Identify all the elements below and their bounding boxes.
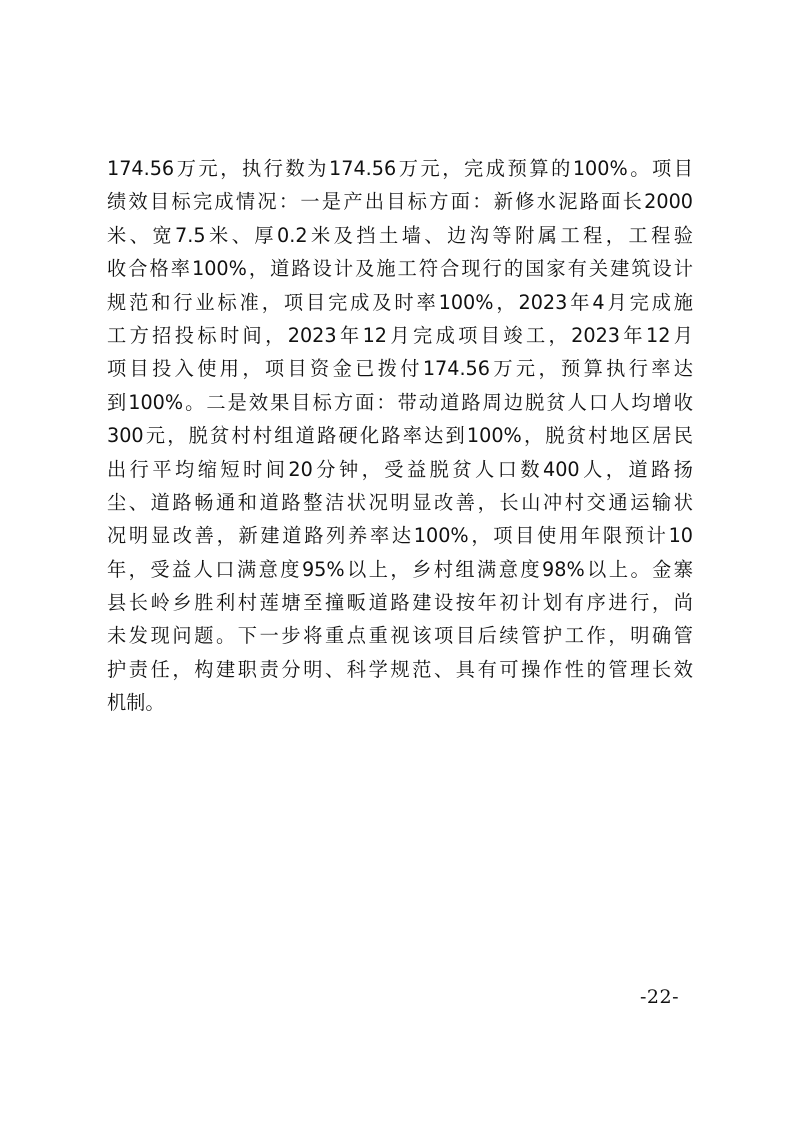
text-line: 绩效目标完成情况：一是产出目标方面：新修水泥路面长2000	[107, 190, 693, 214]
text-line: 收合格率100%，道路设计及施工符合现行的国家有关建筑设计	[107, 257, 693, 281]
text-line: 300元，脱贫村村组道路硬化路率达到100%，脱贫村地区居民	[107, 424, 693, 448]
text-line: 机制。	[107, 691, 165, 715]
text-line: 护责任，构建职责分明、科学规范、具有可操作性的管理长效	[107, 657, 693, 681]
text-line: 年，受益人口满意度95%以上，乡村组满意度98%以上。金寨	[107, 557, 693, 581]
text-line: 出行平均缩短时间20分钟，受益脱贫人口数400人，道路扬	[107, 457, 693, 481]
text-line: 况明显改善，新建道路列养率达100%，项目使用年限预计10	[107, 524, 693, 548]
text-line: 规范和行业标准，项目完成及时率100%，2023年4月完成施	[107, 290, 693, 314]
text-line: 工方招投标时间，2023年12月完成项目竣工，2023年12月	[107, 323, 693, 347]
body-paragraph	[107, 152, 693, 720]
page-number: -22-	[640, 986, 680, 1008]
text-line: 县长岭乡胜利村莲塘至撞畈道路建设按年初计划有序进行，尚	[107, 591, 693, 615]
text-line: 项目投入使用，项目资金已拨付174.56万元，预算执行率达	[107, 357, 693, 381]
text-line: 尘、道路畅通和道路整洁状况明显改善，长山冲村交通运输状	[107, 490, 693, 514]
text-line: 到100%。二是效果目标方面：带动道路周边脱贫人口人均增收	[107, 390, 693, 414]
text-line: 米、宽7.5米、厚0.2米及挡土墙、边沟等附属工程，工程验	[107, 223, 693, 247]
text-line: 未发现问题。下一步将重点重视该项目后续管护工作，明确管	[107, 624, 693, 648]
text-line: 174.56万元，执行数为174.56万元，完成预算的100%。项目	[107, 157, 693, 180]
